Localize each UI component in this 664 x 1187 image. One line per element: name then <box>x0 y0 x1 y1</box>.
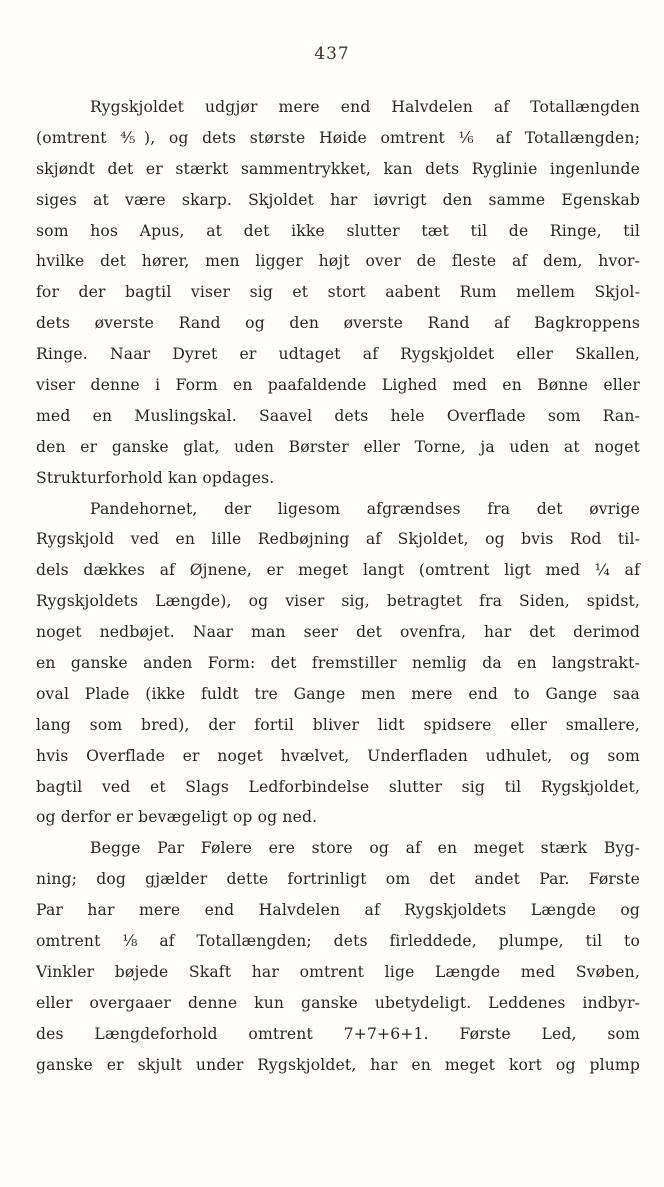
text-line: dets øverste Rand og den øverste Rand af Bagkroppens <box>36 314 640 333</box>
text-line: ganske er skjult under Rygskjoldet, har en meget kort og plump <box>36 1055 640 1074</box>
text-line: (omtrent ⅘), og dets største Høide omtrent ⅙ af Totallængden; <box>36 128 640 147</box>
text-line: Par har mere end Halvdelen af Rygskjoldets Længde og <box>36 901 640 920</box>
text-line: omtrent ⅛ af Totallængden; dets firleddede, plumpe, til to <box>36 932 640 951</box>
text-line: noget nedbøjet. Naar man seer det ovenfra, har det derimod <box>36 623 640 642</box>
text-line: des Længdeforhold omtrent 7+7+6+1. Første Led, som <box>36 1024 640 1043</box>
text-line: med en Muslingskal. Saavel dets hele Overflade som Ran- <box>36 406 640 425</box>
text-line: Rygskjoldets Længde), og viser sig, betragtet fra Siden, spidst, <box>36 592 640 611</box>
text-line: for der bagtil viser sig et stort aabent Rum mellem Skjol- <box>36 283 640 302</box>
text-line: ning; dog gjælder dette fortrinligt om det andet Par. Første <box>36 870 640 889</box>
text-line: Begge Par Følere ere store og af en meget stærk Byg- <box>90 839 640 858</box>
text-line: bagtil ved et Slags Ledforbindelse slutter sig til Rygskjoldet, <box>36 777 640 796</box>
text-line: lang som bred), der fortil bliver lidt spidsere eller smallere, <box>36 715 640 734</box>
text-line: oval Plade (ikke fuldt tre Gange men mere end to Gange saa <box>36 684 640 703</box>
text-line: Rygskjold ved en lille Redbøjning af Skjoldet, og bvis Rod til- <box>36 530 640 549</box>
text-line: Strukturforhold kan opdages. <box>36 468 275 487</box>
text-line: den er ganske glat, uden Børster eller Torne, ja uden at noget <box>36 437 640 456</box>
text-line: hvis Overflade er noget hvælvet, Underfladen udhulet, og som <box>36 746 640 765</box>
text-line: dels dækkes af Øjnene, er meget langt (omtrent ligt med ¼ af <box>36 561 640 580</box>
page-number: 437 <box>314 44 350 64</box>
text-line: skjøndt det er stærkt sammentrykket, kan dets Ryglinie ingenlunde <box>36 159 640 178</box>
text-line: Vinkler bøjede Skaft har omtrent lige Længde med Svøben, <box>36 962 640 981</box>
text-line: eller overgaaer denne kun ganske ubetydeligt. Leddenes indbyr- <box>36 993 640 1012</box>
text-line: som hos Apus, at det ikke slutter tæt til de Ringe, til <box>36 221 640 240</box>
text-line: og derfor er bevægeligt op og ned. <box>36 808 318 827</box>
text-line: en ganske anden Form: det fremstiller nemlig da en langstrakt- <box>36 654 640 673</box>
text-line: Pandehornet, der ligesom afgrændses fra det øvrige <box>90 499 640 518</box>
body-text <box>36 92 640 1081</box>
text-line: viser denne i Form en paafaldende Lighed med en Bønne eller <box>36 376 640 395</box>
text-line: siges at være skarp. Skjoldet har iøvrigt den samme Egenskab <box>36 190 640 209</box>
text-line: Rygskjoldet udgjør mere end Halvdelen af Totallængden <box>90 98 640 116</box>
text-line: Ringe. Naar Dyret er udtaget af Rygskjoldet eller Skallen, <box>36 345 640 364</box>
text-line: hvilke det hører, men ligger højt over de fleste af dem, hvor- <box>36 252 640 271</box>
